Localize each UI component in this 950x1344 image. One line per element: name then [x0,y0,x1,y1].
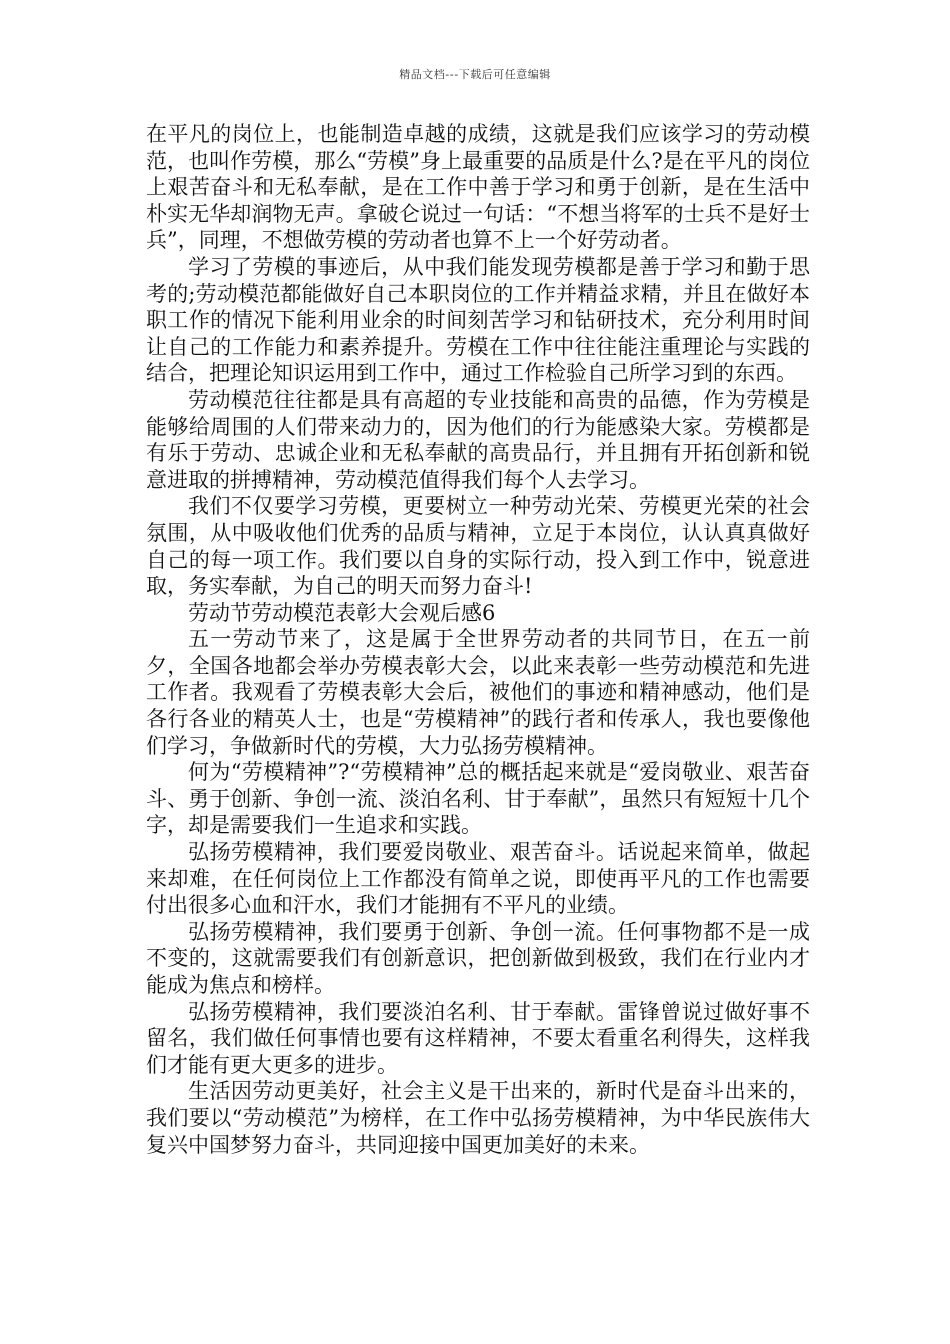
paragraph: 生活因劳动更美好，社会主义是干出来的，新时代是奋斗出来的，我们要以“劳动模范”为榜样，在工作中弘扬劳模精神，为中华民族伟大复兴中国梦努力奋斗，共同迎接中国更加美好的未来。 [146,1079,810,1157]
document-body [146,121,810,1158]
paragraph: 弘扬劳模精神，我们要爱岗敬业、艰苦奋斗。话说起来简单，做起来却难，在任何岗位上工作都没有简单之说，即使再平凡的工作也需要付出很多心血和汗水，我们才能拥有不平凡的业绩。 [146,840,810,918]
page-header: 精品文档---下载后可任意编辑 [399,68,551,81]
paragraph: 学习了劳模的事迹后，从中我们能发现劳模都是善于学习和勤于思考的;劳动模范都能做好自己本职岗位的工作并精益求精，并且在做好本职工作的情况下能利用业余的时间刻苦学习和钻研技术，充分利用时间让自己的工作能力和素养提升。劳模在工作中往往能注重理论与实践的结合，把理论知识运用到工作中，通过工作检验自己所学习到的东西。 [146,254,810,386]
paragraph: 弘扬劳模精神，我们要勇于创新、争创一流。任何事物都不是一成不变的，这就需要我们有创新意识，把创新做到极致，我们在行业内才能成为焦点和榜样。 [146,919,810,997]
paragraph: 在平凡的岗位上，也能制造卓越的成绩，这就是我们应该学习的劳动模范，也叫作劳模，那么“劳模”身上最重要的品质是什么?是在平凡的岗位上艰苦奋斗和无私奉献，是在工作中善于学习和勇于创新，是在生活中朴实无华却润物无声。拿破仑说过一句话：“不想当将军的士兵不是好士兵”，同理，不想做劳模的劳动者也算不上一个好劳动者。 [146,122,810,253]
paragraph: 劳动模范往往都是具有高超的专业技能和高贵的品德，作为劳模是能够给周围的人们带来动力的，因为他们的行为能感染大家。劳模都是有乐于劳动、忠诚企业和无私奉献的高贵品行，并且拥有开拓创新和锐意进取的拼搏精神，劳动模范值得我们每个人去学习。 [146,387,810,492]
paragraph: 何为“劳模精神”?“劳模精神”总的概括起来就是“爱岗敬业、艰苦奋斗、勇于创新、争创一流、淡泊名利、甘于奉献”，虽然只有短短十几个字，却是需要我们一生追求和实践。 [146,760,810,838]
paragraph: 弘扬劳模精神，我们要淡泊名利、甘于奉献。雷锋曾说过做好事不留名，我们做任何事情也要有这样精神，不要太看重名利得失，这样我们才能有更大更多的进步。 [146,999,810,1077]
paragraph: 我们不仅要学习劳模，更要树立一种劳动光荣、劳模更光荣的社会氛围，从中吸收他们优秀的品质与精神，立足于本岗位，认认真真做好自己的每一项工作。我们要以自身的实际行动，投入到工作中，锐意进取，务实奉献，为自己的明天而努力奋斗! [146,494,810,599]
paragraph: 五一劳动节来了，这是属于全世界劳动者的共同节日，在五一前夕，全国各地都会举办劳模表彰大会，以此来表彰一些劳动模范和先进工作者。我观看了劳模表彰大会后，被他们的事迹和精神感动，他们是各行各业的精英人士，也是“劳模精神”的践行者和传承人，我也要像他们学习，争做新时代的劳模，大力弘扬劳模精神。 [146,627,810,758]
section-heading: 劳动节劳动模范表彰大会观后感6 [188,600,496,625]
